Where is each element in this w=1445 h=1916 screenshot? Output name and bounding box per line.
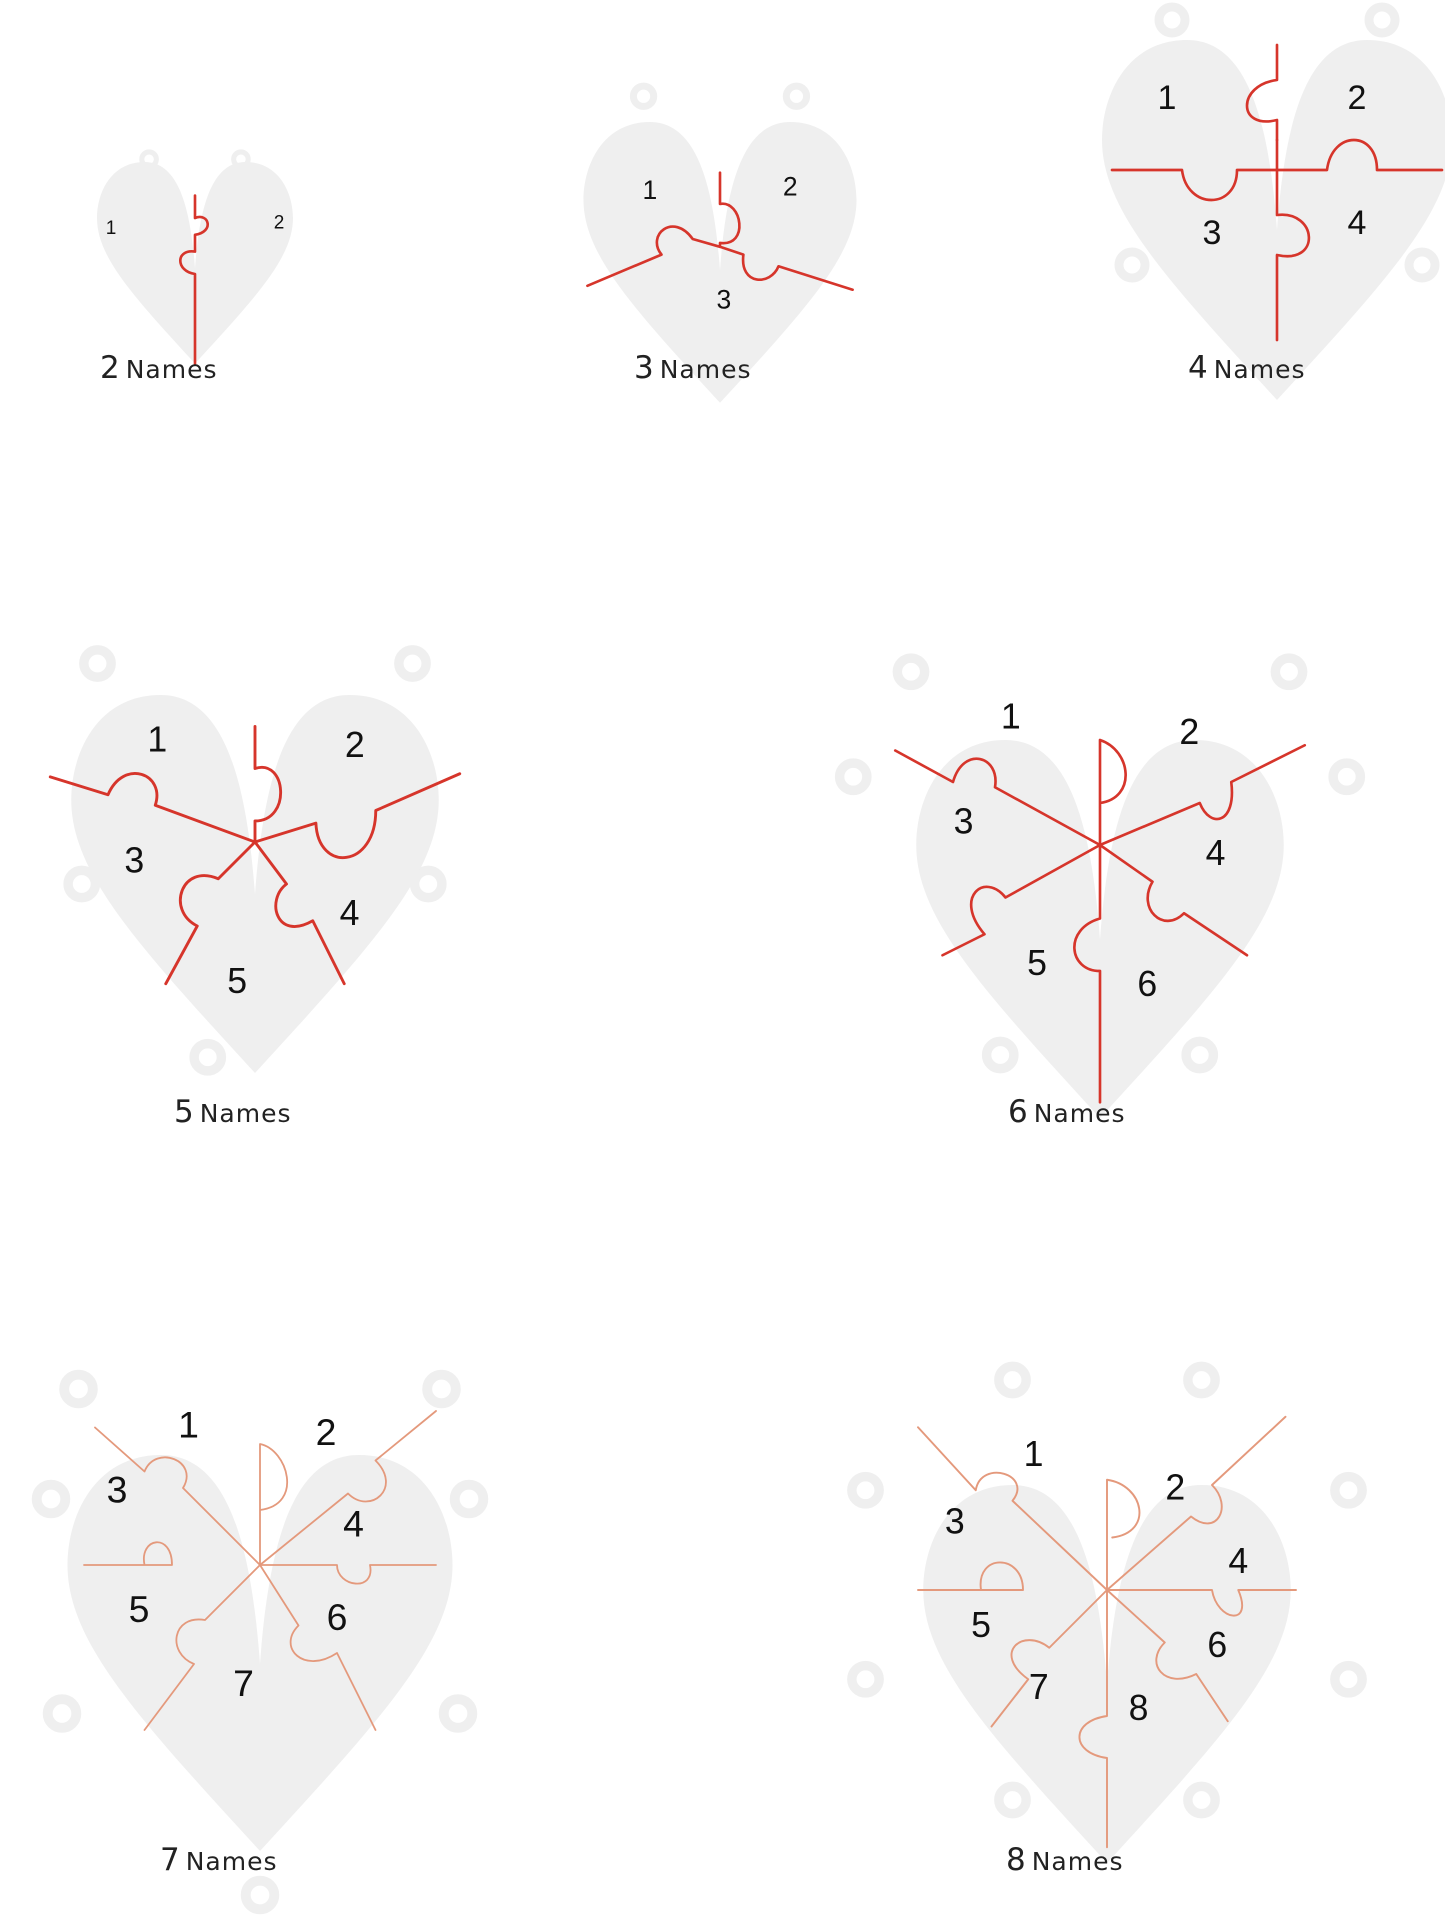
ring-loop	[1159, 7, 1185, 33]
heart-puzzle-5	[50, 650, 460, 1073]
caption-4-names	[1188, 348, 1306, 388]
caption-8-names	[1006, 1840, 1124, 1880]
ring-loop	[194, 1044, 221, 1071]
piece-number: 4	[1205, 832, 1226, 873]
ring-loop	[64, 1375, 93, 1404]
caption-count: 3	[634, 350, 654, 386]
caption-word: Names	[125, 355, 218, 384]
caption-word: Names	[1031, 1847, 1124, 1876]
ring-loop	[1119, 252, 1145, 278]
piece-number: 1	[178, 1403, 199, 1446]
ring-loop	[1275, 658, 1302, 685]
ring-loop	[999, 1366, 1026, 1393]
ring-loop	[37, 1485, 66, 1514]
ring-loop	[1188, 1786, 1215, 1813]
piece-number: 5	[971, 1605, 991, 1646]
ring-loop	[1335, 1666, 1362, 1693]
piece-number: 1	[642, 175, 658, 206]
ring-loop	[852, 1477, 879, 1504]
piece-number: 7	[1028, 1667, 1049, 1708]
heart-puzzle-7	[37, 1375, 484, 1910]
piece-number: 1	[1157, 78, 1177, 117]
ring-loop	[897, 658, 924, 685]
piece-number: 1	[105, 218, 117, 240]
ring-loop	[68, 870, 95, 897]
caption-6-names	[1008, 1092, 1126, 1132]
ring-loop	[1335, 1477, 1362, 1504]
piece-number: 2	[782, 171, 798, 202]
ring-loop	[840, 763, 867, 790]
caption-word: Names	[1213, 355, 1306, 384]
ring-loop	[999, 1786, 1026, 1813]
piece-number: 4	[1228, 1541, 1249, 1582]
piece-number: 5	[227, 961, 248, 1002]
ring-loop	[1333, 763, 1360, 790]
piece-number: 7	[233, 1661, 254, 1704]
piece-number: 6	[326, 1595, 348, 1638]
piece-number: 3	[1202, 213, 1222, 252]
ring-loop	[427, 1375, 456, 1404]
piece-number: 5	[1027, 943, 1047, 984]
caption-count: 5	[174, 1094, 194, 1130]
piece-number: 2	[344, 724, 365, 765]
heart-puzzle-8	[852, 1366, 1362, 1863]
piece-number: 3	[124, 840, 145, 881]
ring-loop	[399, 650, 426, 677]
piece-number: 3	[106, 1468, 128, 1511]
piece-number: 4	[1347, 203, 1367, 242]
piece-number: 8	[1128, 1688, 1149, 1729]
caption-count: 6	[1008, 1094, 1028, 1130]
caption-count: 4	[1188, 350, 1208, 386]
heart-puzzle-2	[97, 152, 293, 364]
ring-loop	[246, 1881, 275, 1910]
piece-number: 2	[1165, 1467, 1186, 1508]
piece-number: 2	[315, 1411, 337, 1454]
caption-word: Names	[185, 1847, 278, 1876]
caption-count: 7	[160, 1842, 180, 1878]
ring-loop	[633, 86, 653, 106]
caption-2-names	[100, 348, 218, 388]
ring-loop	[455, 1485, 484, 1514]
piece-number: 2	[1179, 712, 1200, 753]
heart-body	[1102, 40, 1445, 400]
piece-number: 1	[1023, 1434, 1044, 1475]
caption-5-names	[174, 1092, 292, 1132]
caption-word: Names	[1033, 1099, 1126, 1128]
ring-loop	[987, 1041, 1014, 1068]
caption-7-names	[160, 1840, 278, 1880]
piece-number: 6	[1207, 1625, 1228, 1666]
caption-word: Names	[199, 1099, 292, 1128]
piece-number: 6	[1137, 964, 1158, 1005]
piece-number: 1	[147, 719, 168, 760]
piece-number: 3	[716, 284, 732, 315]
ring-loop	[852, 1666, 879, 1693]
piece-number: 4	[339, 892, 360, 933]
ring-loop	[415, 870, 442, 897]
piece-number: 2	[273, 212, 285, 234]
caption-count: 8	[1006, 1842, 1026, 1878]
ring-loop	[84, 650, 111, 677]
piece-number: 5	[128, 1588, 150, 1631]
heart-puzzle-6	[840, 658, 1361, 1118]
piece-number: 4	[343, 1502, 364, 1545]
caption-word: Names	[659, 355, 752, 384]
caption-count: 2	[100, 350, 120, 386]
ring-loop	[1409, 252, 1435, 278]
piece-number: 1	[1000, 696, 1021, 737]
piece-number: 3	[953, 801, 974, 842]
ring-loop	[1188, 1366, 1215, 1393]
heart-puzzle-4	[1102, 7, 1445, 400]
ring-loop	[786, 86, 806, 106]
piece-number: 3	[944, 1501, 965, 1542]
ring-loop	[1186, 1041, 1213, 1068]
ring-loop	[444, 1699, 473, 1728]
caption-3-names	[634, 348, 752, 388]
piece-number: 2	[1347, 78, 1367, 117]
ring-loop	[1369, 7, 1395, 33]
ring-loop	[48, 1699, 77, 1728]
